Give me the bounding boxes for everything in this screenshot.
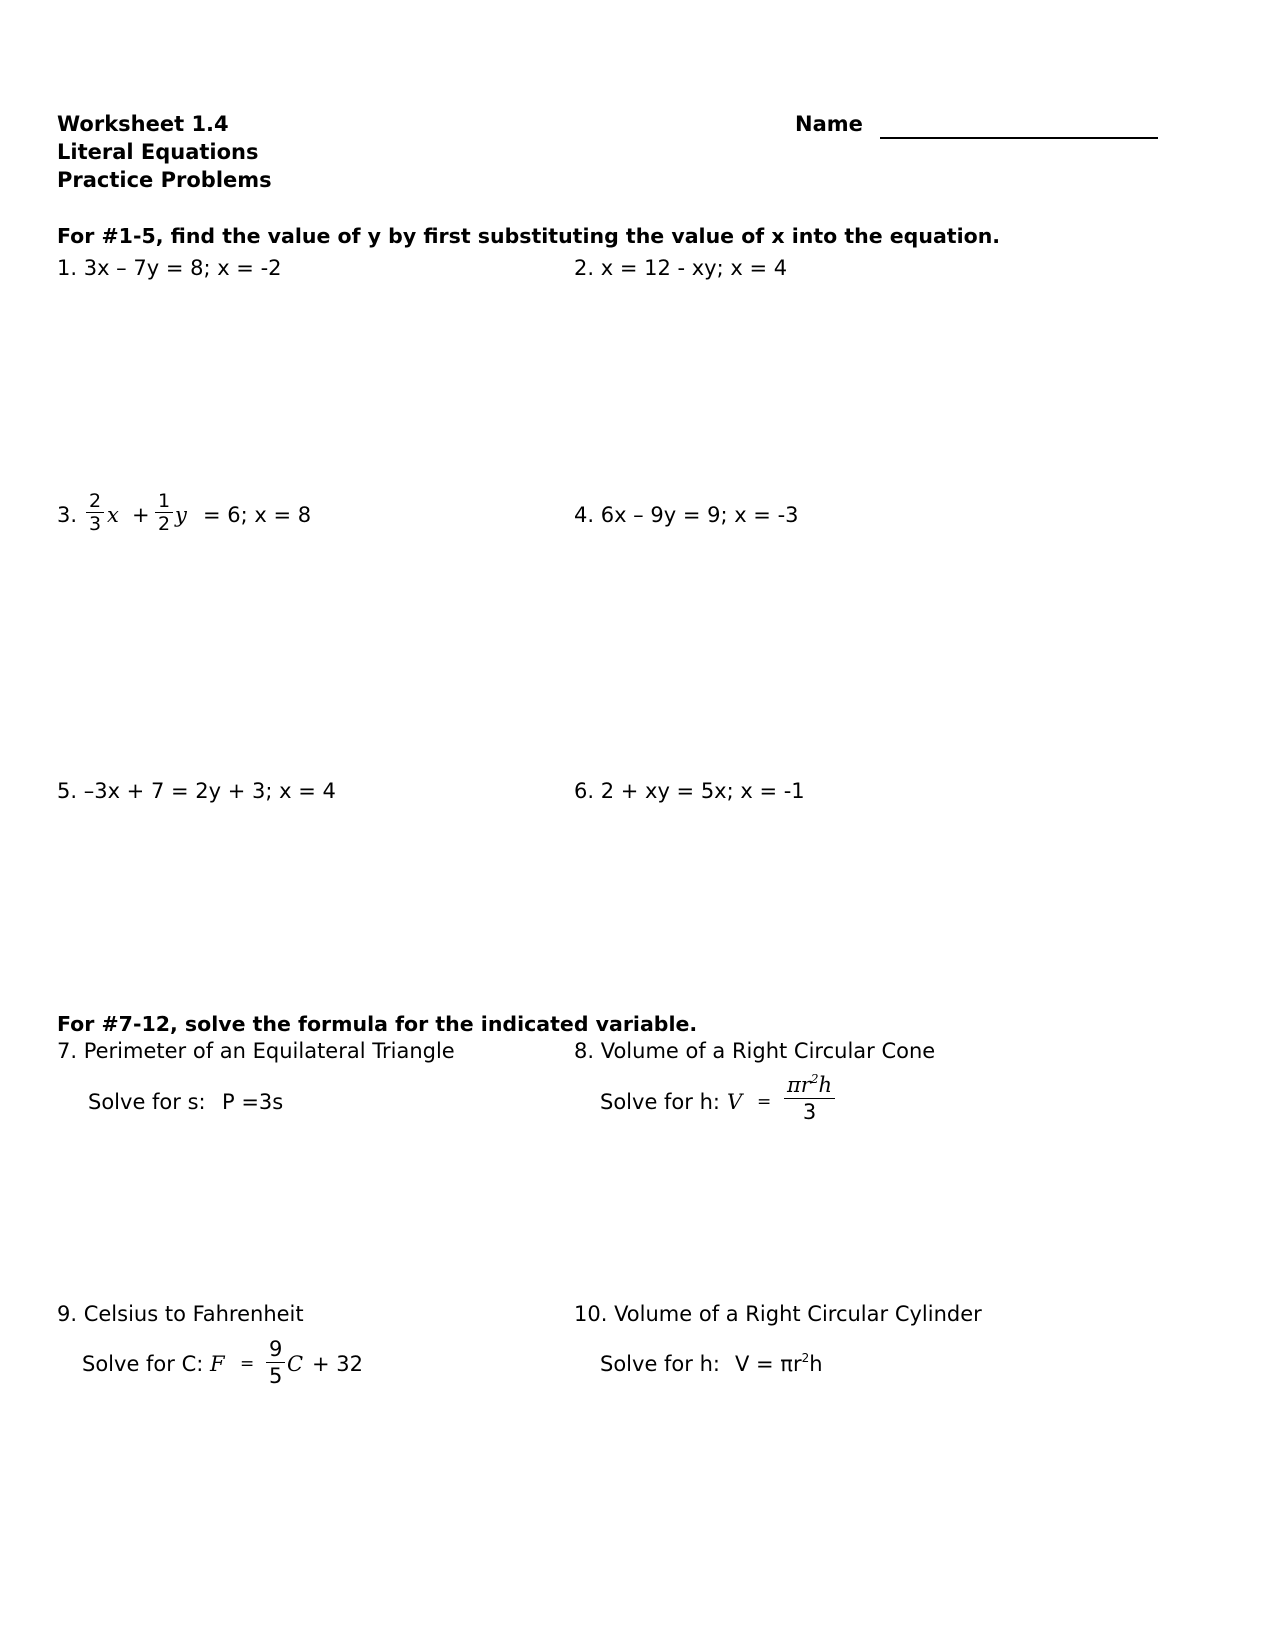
question-3-var-x: x bbox=[107, 503, 119, 527]
question-9-lhs: F bbox=[210, 1352, 225, 1376]
section2-instructions: For #7-12, solve the formula for the indicated variable. bbox=[57, 1012, 698, 1036]
question-5: 5. –3x + 7 = 2y + 3; x = 4 bbox=[57, 779, 336, 803]
question-8-equals: = bbox=[757, 1092, 772, 1112]
name-blank-line[interactable] bbox=[880, 137, 1158, 139]
question-2: 2. x = 12 - xy; x = 4 bbox=[574, 256, 788, 280]
question-3-fraction-2 bbox=[155, 490, 173, 535]
fraction-denominator: 2 bbox=[158, 513, 171, 535]
question-3-rest: = 6; x = 8 bbox=[203, 503, 312, 527]
fraction-numerator: $\pi r^2h$ bbox=[787, 1072, 833, 1097]
fraction-denominator: 5 bbox=[269, 1364, 283, 1388]
section1-instructions: For #1-5, find the value of y by first substituting the value of x into the equation. bbox=[57, 224, 1001, 248]
question-8-title: 8. Volume of a Right Circular Cone bbox=[574, 1039, 936, 1063]
question-10-solve-label: Solve for h: bbox=[600, 1352, 720, 1376]
worksheet-subtitle-2: Practice Problems bbox=[57, 168, 272, 192]
question-7-formula: P =3s bbox=[222, 1090, 284, 1114]
question-3-plus: + bbox=[132, 503, 150, 527]
question-9-title: 9. Celsius to Fahrenheit bbox=[57, 1302, 304, 1326]
question-10-formula: $V = \pi r^2h$ bbox=[735, 1351, 823, 1376]
fraction-numerator: 2 bbox=[89, 490, 102, 512]
fraction-denominator: 3 bbox=[89, 513, 102, 535]
question-1: 1. 3x – 7y = 8; x = -2 bbox=[57, 256, 282, 280]
question-9-tail: + 32 bbox=[312, 1352, 363, 1376]
worksheet-subtitle: Literal Equations bbox=[57, 140, 259, 164]
worksheet-title: Worksheet 1.4 bbox=[57, 112, 229, 136]
question-7-title: 7. Perimeter of an Equilateral Triangle bbox=[57, 1039, 455, 1063]
question-9-solve-label: Solve for C: bbox=[82, 1352, 204, 1376]
question-7-solve-label: Solve for s: bbox=[88, 1090, 206, 1114]
question-9-equals: = bbox=[240, 1354, 255, 1374]
question-4: 4. 6x – 9y = 9; x = -3 bbox=[574, 503, 799, 527]
fraction-numerator: 9 bbox=[269, 1337, 283, 1361]
question-10-title: 10. Volume of a Right Circular Cylinder bbox=[574, 1302, 982, 1326]
question-9-fraction bbox=[266, 1336, 285, 1389]
fraction-denominator: 3 bbox=[802, 1100, 817, 1124]
question-8-solve-label: Solve for h: bbox=[600, 1090, 720, 1114]
question-8-fraction bbox=[784, 1072, 835, 1125]
question-6: 6. 2 + xy = 5x; x = -1 bbox=[574, 779, 805, 803]
question-3-fraction-1 bbox=[86, 490, 104, 535]
fraction-numerator: 1 bbox=[158, 490, 171, 512]
question-8-lhs: V bbox=[727, 1090, 743, 1114]
question-3-var-y: y bbox=[175, 503, 187, 527]
question-3-number: 3. bbox=[57, 503, 78, 527]
question-9-var: C bbox=[287, 1352, 304, 1376]
name-label: Name bbox=[795, 112, 863, 136]
